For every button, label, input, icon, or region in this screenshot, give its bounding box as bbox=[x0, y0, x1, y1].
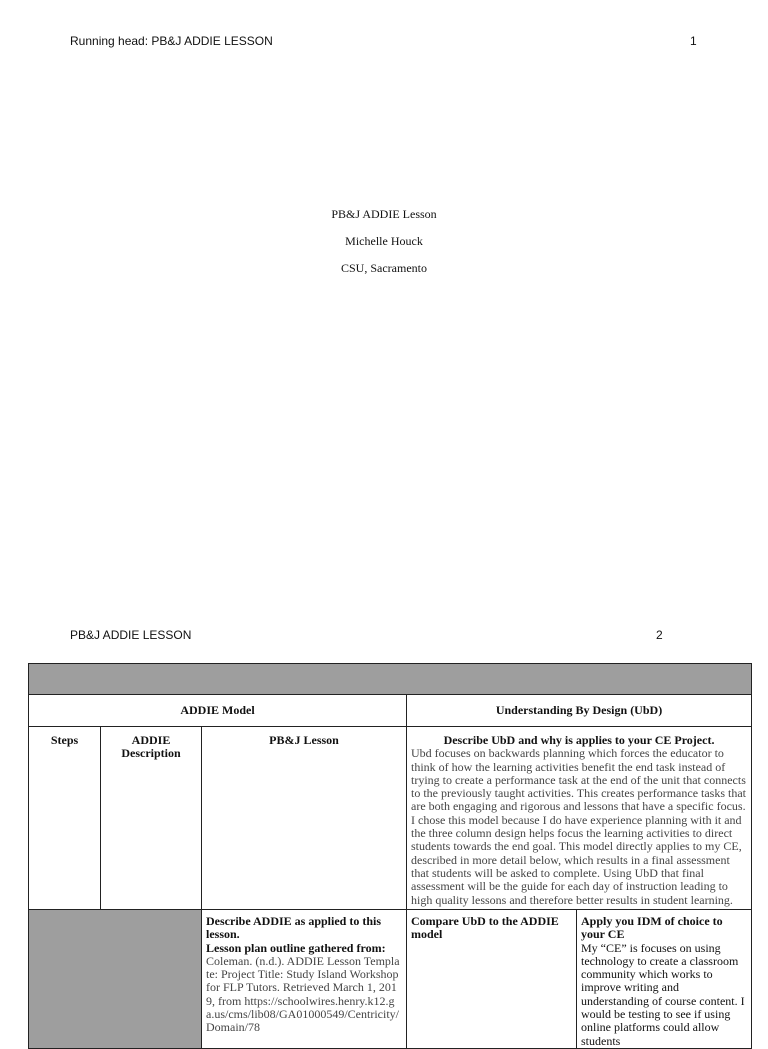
describe-ubd-cell bbox=[407, 727, 752, 910]
page-number: 1 bbox=[690, 34, 697, 48]
describe-ubd-body: Ubd focuses on backwards planning which forces the educator to think of how the learning activities benefit the end task instead of trying to create a performance task at the end of the unit that connects to the previously taught activities. This creates performance tasks that are both engaging and rigorous and lessons that have a specific focus. I chose this model because I do have experience planning with it and the three column design helps focus the learning activities to direct students towards the end goal. This model directly applies to my CE, described in more detail below, which results in a final assessment that students will be asked to complete. Using UbD that final assessment will be the guide for each day of instruction leading to high quality lessons and therefore better results in student learning. bbox=[411, 746, 747, 907]
addie-model-header: ADDIE Model bbox=[29, 695, 407, 727]
table-row bbox=[29, 695, 752, 727]
pbj-lesson-header: PB&J Lesson bbox=[202, 727, 407, 910]
table-banner-row bbox=[29, 664, 752, 695]
describe-ubd-heading: Describe UbD and why is applies to your CE Project. bbox=[443, 733, 715, 747]
apply-cell bbox=[577, 910, 752, 1049]
table-row bbox=[29, 727, 752, 910]
describe-addie-cell bbox=[202, 910, 407, 1049]
gray-cell bbox=[29, 910, 202, 1049]
table-row bbox=[29, 910, 752, 1049]
lesson-table bbox=[28, 663, 752, 1049]
compare-cell bbox=[407, 910, 577, 1049]
running-head: Running head: PB&J ADDIE LESSON bbox=[70, 34, 273, 48]
compare-heading: Compare UbD to the ADDIE model bbox=[411, 914, 559, 942]
page-number-2: 2 bbox=[656, 628, 663, 642]
ubd-header: Understanding By Design (UbD) bbox=[407, 695, 752, 727]
citation: Coleman. (n.d.). ADDIE Lesson Template: Project Title: Study Island Workshop for FLP Tutors. Retrieved March 1, 2019, from https://schoolwires.henry.k12.ga.us/cms/lib08/GA01000549/Centricity/Domain/78 bbox=[206, 953, 400, 1035]
author-name: Michelle Houck bbox=[345, 234, 423, 248]
institution: CSU, Sacramento bbox=[341, 261, 427, 275]
apply-body: My “CE” is focuses on using technology to create a classroom community which works to improve writing and understanding of course content. I would be testing to see if using online platforms could allow students bbox=[581, 940, 745, 1048]
paper-title: PB&J ADDIE Lesson bbox=[331, 207, 437, 221]
lesson-outline-heading: Lesson plan outline gathered from: bbox=[206, 940, 386, 955]
apply-heading: Apply you IDM of choice to your CE bbox=[581, 914, 723, 942]
steps-header: Steps bbox=[29, 727, 101, 910]
addie-description-header: ADDIE Description bbox=[101, 727, 202, 910]
table-banner bbox=[29, 664, 752, 695]
page-header: PB&J ADDIE LESSON bbox=[70, 628, 192, 642]
describe-addie-heading: Describe ADDIE as applied to this lesson. bbox=[206, 914, 382, 942]
